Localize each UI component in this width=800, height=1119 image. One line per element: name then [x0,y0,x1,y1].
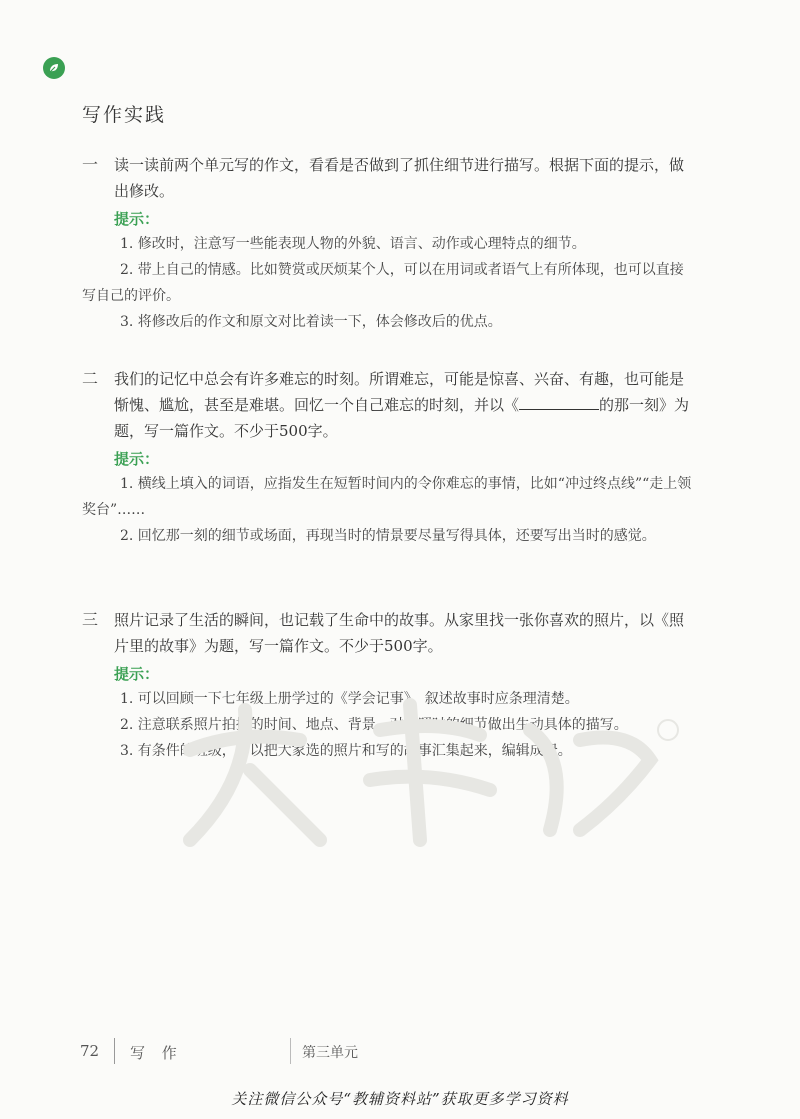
fill-in-blank-line [519,395,599,410]
exercise-number: 二 [82,369,99,388]
exercise-prompt: 读一读前两个单元写的作文，看看是否做到了抓住细节进行描写。根据下面的提示，做出修改。 [114,156,685,200]
hint-item: 2. 带上自己的情感。比如赞赏或厌烦某个人，可以在用词或者语气上有所体现，也可以直接写自己的评价。 [82,262,684,304]
exercise-number: 一 [82,155,99,174]
footer-divider [290,1038,291,1064]
exercise-number: 三 [82,610,99,629]
footer-unit-label: 第三单元 [302,1045,358,1061]
publisher-logo-icon [43,57,65,79]
hint-item: 1. 横线上填入的词语，应指发生在短暂时间内的令你难忘的事情，比如“冲过终点线”“走上领奖台”…… [82,476,692,518]
bottom-note: 关注微信公众号“教辅资料站”获取更多学习资料 [231,1090,569,1108]
hint-item: 3. 有条件的班级，可以把大家选的照片和写的故事汇集起来，编辑成册。 [120,743,572,759]
hint-item: 2. 注意联系照片拍摄的时间、地点、背景，对拍照时的细节做出生动具体的描写。 [120,717,628,733]
prompt-text-after-blank: 的那一刻》为题，写一篇作文。不少于500字。 [114,396,690,440]
hint-item: 3. 将修改后的作文和原文对比着读一下，体会修改后的优点。 [120,314,502,330]
footer-divider [114,1038,115,1064]
page-footer [0,1038,800,1068]
hint-item: 1. 修改时，注意写一些能表现人物的外貌、语言、动作或心理特点的细节。 [120,236,586,252]
hint-title: 提示： [114,210,160,228]
hint-title: 提示： [114,665,160,683]
exercise-2 [82,366,692,549]
hint-item: 2. 回忆那一刻的细节或场面，再现当时的情景要尽量写得具体，还要写出当时的感觉。 [120,528,656,544]
hint-item: 1. 可以回顾一下七年级上册学过的《学会记事》，叙述故事时应条理清楚。 [120,691,579,707]
exercise-prompt: 照片记录了生活的瞬间，也记载了生命中的故事。从家里找一张你喜欢的照片，以《照片里的故事》为题，写一篇作文。不少于500字。 [114,611,685,655]
page-heading: 写作实践 [82,104,167,126]
prompt-text-before-blank: 我们的记忆中总会有许多难忘的时刻。所谓难忘，可能是惊喜、兴奋、有趣，也可能是惭愧、尴尬，甚至是难堪。回忆一个自己难忘的时刻，并以《 [114,370,685,414]
hint-title: 提示： [114,450,160,468]
page-number: 72 [80,1042,100,1060]
exercise-3 [82,607,692,764]
exercise-1 [82,152,692,335]
footer-section-label: 写 作 [130,1044,183,1062]
exercise-prompt [114,366,692,444]
